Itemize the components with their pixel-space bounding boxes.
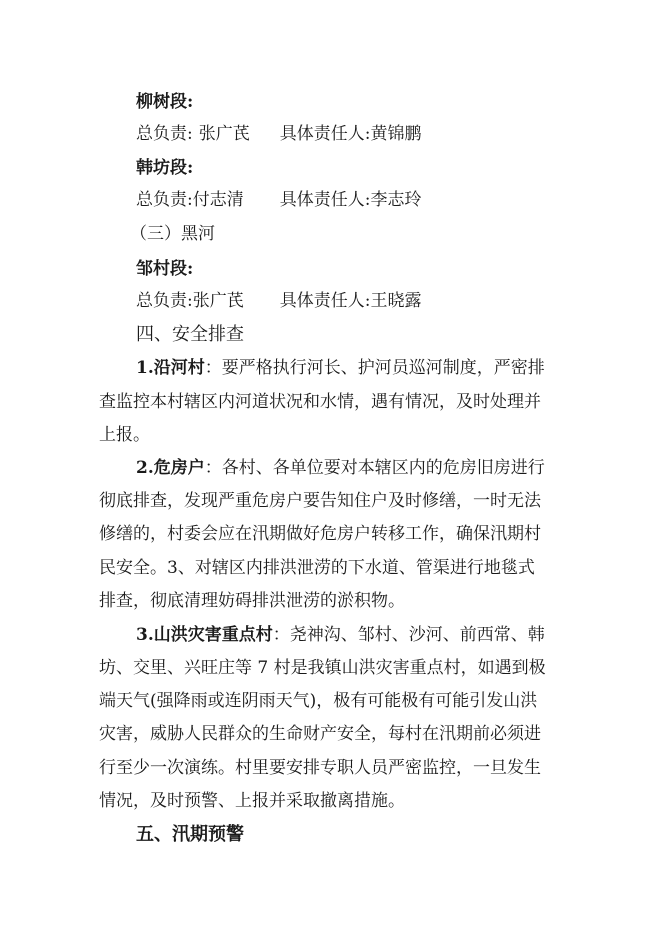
item3-line2: 坊、交里、兴旺庄等 7 村是我镇山洪灾害重点村，如遇到极 bbox=[99, 658, 546, 678]
hanfang-assignment bbox=[136, 189, 421, 211]
responsible-name: 李志玲 bbox=[370, 190, 422, 210]
responsible-name: 王晓露 bbox=[370, 291, 422, 311]
liushu-assignment bbox=[136, 123, 421, 145]
chief-label: 总负责: bbox=[136, 190, 193, 210]
item3-line6: 情况，及时预警、上报并采取撤离措施。 bbox=[99, 791, 405, 811]
hanfang-heading: 韩坊段: bbox=[136, 158, 194, 178]
item3-line1: 3.山洪灾害重点村：尧神沟、邹村、沙河、前西常、韩 bbox=[136, 625, 545, 645]
liushu-heading: 柳树段: bbox=[136, 92, 194, 112]
responsible-label: 具体责任人: bbox=[279, 291, 371, 311]
item2-line5: 排查，彻底清理妨碍排洪泄涝的淤积物。 bbox=[99, 591, 405, 611]
item3-lead: 3.山洪灾害重点村 bbox=[136, 625, 273, 645]
part4-title: 四、安全排查 bbox=[136, 324, 244, 345]
heihe-title: （三）黑河 bbox=[130, 224, 215, 244]
chief-name: 张广芪 bbox=[198, 124, 250, 144]
item1-lead: 1.沿河村 bbox=[136, 358, 205, 378]
chief-label: 总负责: bbox=[136, 291, 193, 311]
item2-line1: 2.危房户：各村、各单位要对本辖区内的危房旧房进行 bbox=[136, 458, 545, 478]
item1-line1: 1.沿河村：要严格执行河长、护河员巡河制度，严密排 bbox=[136, 358, 545, 378]
item3-line4: 灾害，威胁人民群众的生命财产安全，每村在汛期前必须进 bbox=[99, 724, 541, 744]
zoucun-heading: 邹村段: bbox=[136, 259, 194, 279]
item2-line2: 彻底排查，发现严重危房户要告知住户及时修缮，一时无法 bbox=[99, 491, 541, 511]
item3-line5: 行至少一次演练。村里要安排专职人员严密监控，一旦发生 bbox=[99, 758, 541, 778]
chief-label: 总负责: bbox=[136, 124, 193, 144]
item1-line3: 上报。 bbox=[99, 425, 150, 445]
chief-name: 付志清 bbox=[192, 190, 244, 210]
item2-line3: 修缮的，村委会应在汛期做好危房户转移工作，确保汛期村 bbox=[99, 524, 541, 544]
item3-line3: 端天气(强降雨或连阴雨天气)，极有可能极有可能引发山洪 bbox=[99, 691, 538, 711]
responsible-name: 黄锦鹏 bbox=[370, 124, 422, 144]
item2-line4: 民安全。3、对辖区内排洪泄涝的下水道、管渠进行地毯式 bbox=[99, 558, 535, 578]
part5-title: 五、汛期预警 bbox=[136, 824, 244, 845]
responsible-label: 具体责任人: bbox=[279, 190, 371, 210]
item2-lead: 2.危房户 bbox=[136, 458, 205, 478]
item1-line2: 查监控本村辖区内河道状况和水情，遇有情况，及时处理并 bbox=[99, 392, 541, 412]
chief-name: 张广芪 bbox=[192, 291, 244, 311]
zoucun-assignment bbox=[136, 290, 421, 312]
responsible-label: 具体责任人: bbox=[279, 124, 371, 144]
